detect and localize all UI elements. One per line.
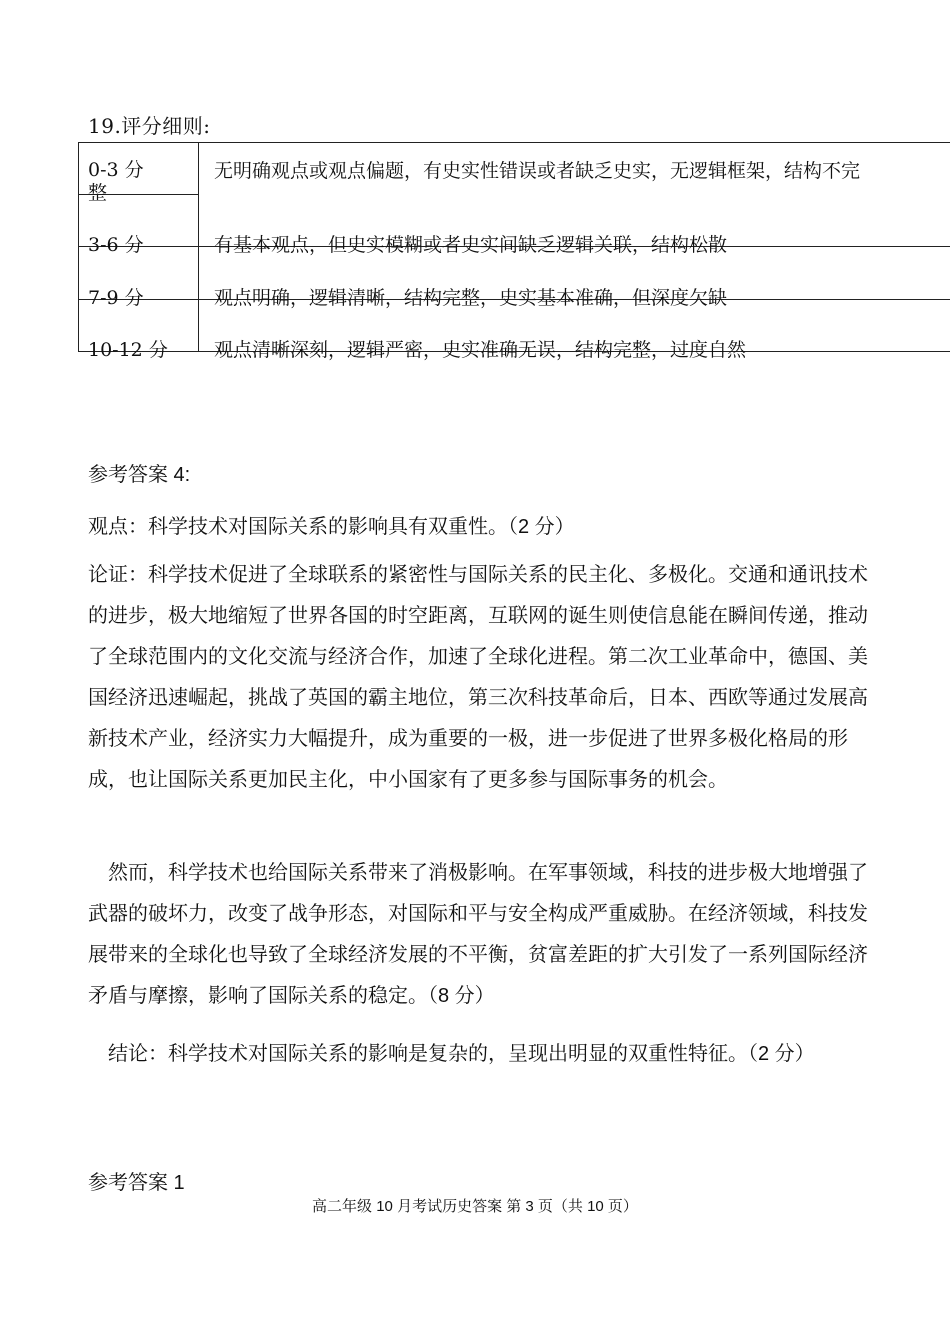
score-range: 3-6 分 (88, 234, 144, 256)
criteria-description: 无明确观点或观点偏题，有史实性错误或者缺乏史实，无逻辑框架，结构不完 (214, 161, 861, 182)
rubric-heading: 19.评分细则: (88, 114, 211, 138)
score-range: 0-3 分 (88, 159, 144, 181)
score-range: 10-12 分 (88, 339, 168, 361)
answer-argument: 论证：科学技术促进了全球联系的紧密性与国际关系的民主化、多极化。交通和通讯技术的进步，极大地缩短了世界各国的时空距离，互联网的诞生则使信息能在瞬间传递，推动了全球范围内的文化交流与经济合作，加速了全球化进程。第二次工业革命中，德国、美国经济迅速崛起，挑战了英国的霸主地位，第三次科技革命后，日本、西欧等通过发展高新技术产业，经济实力大幅提升，成为重要的一极，进一步促进了世界多极化格局的形成，也让国际关系更加民主化，中小国家有了更多参与国际事务的机会。 (88, 564, 868, 791)
criteria-description: 观点明确，逻辑清晰，结构完整，史实基本准确，但深度欠缺 (214, 288, 728, 309)
answer-conclusion: 结论：科学技术对国际关系的影响是复杂的，呈现出明显的双重性特征。（2 分） (108, 1043, 815, 1065)
table-border-top (78, 142, 950, 143)
page-footer: 高二年级 10 月考试历史答案 第 3 页（共 10 页） (312, 1198, 638, 1215)
score-range: 7-9 分 (88, 287, 144, 309)
criteria-description: 有基本观点，但史实模糊或者史实间缺乏逻辑关联，结构松散 (214, 235, 728, 256)
answer-negative-impact: 然而，科学技术也给国际关系带来了消极影响。在军事领域，科技的进步极大地增强了武器的破坏力，改变了战争形态，对国际和平与安全构成严重威胁。在经济领域，科技发展带来的全球化也导致了全球经济发展的不平衡，贫富差距的扩大引发了一系列国际经济矛盾与摩擦，影响了国际关系的稳定。（8 分） (88, 862, 868, 1007)
answer-viewpoint: 观点：科学技术对国际关系的影响具有双重性。（2 分） (88, 516, 575, 538)
answer-1-title: 参考答案 1 (88, 1172, 185, 1194)
answer-4-title: 参考答案 4: (88, 464, 191, 486)
column-divider (198, 142, 199, 352)
score-range-wrap: 整 (88, 183, 108, 204)
table-border-left (78, 142, 79, 352)
rubric-table (78, 142, 950, 361)
criteria-description: 观点清晰深刻，逻辑严密，史实准确无误，结构完整，过度自然 (214, 340, 747, 361)
